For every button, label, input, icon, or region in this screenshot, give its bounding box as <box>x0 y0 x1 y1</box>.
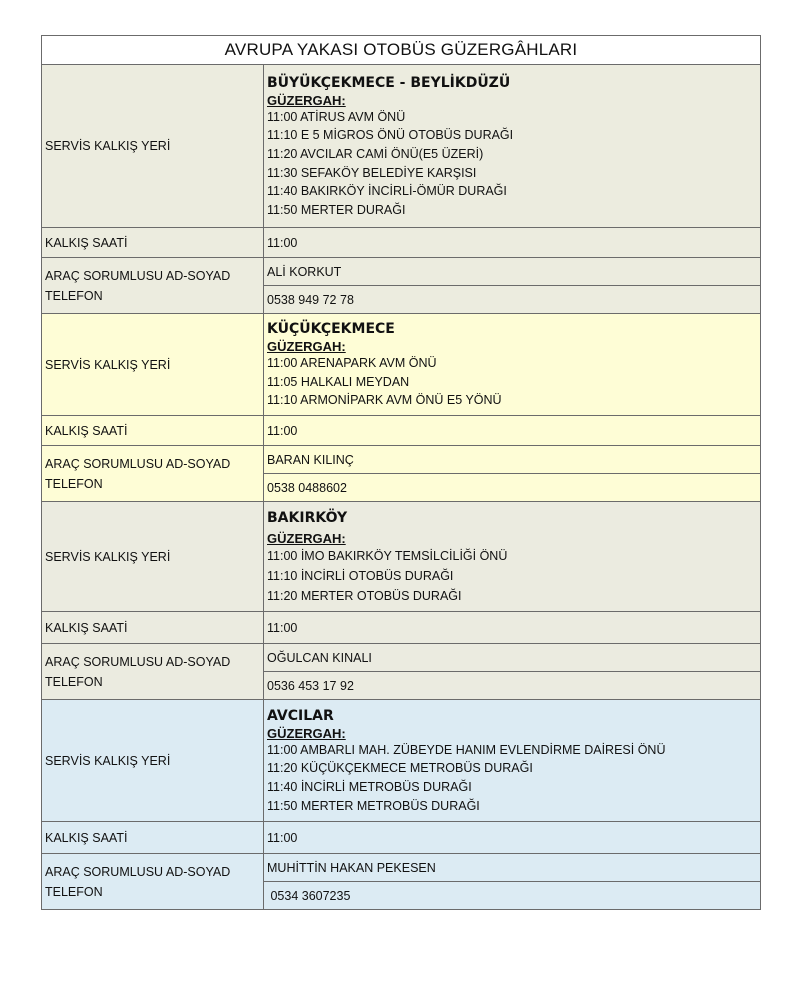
phone-number: 0536 453 17 92 <box>264 672 761 700</box>
route-cell <box>264 65 761 228</box>
stop-item: 11:20 AVCILAR CAMİ ÖNÜ(E5 ÜZERİ) <box>267 146 484 161</box>
departure-place-label: SERVİS KALKIŞ YERİ <box>42 502 264 612</box>
phone-number: 0538 949 72 78 <box>264 286 761 314</box>
departure-place-label: SERVİS KALKIŞ YERİ <box>42 700 264 822</box>
departure-time-label: KALKIŞ SAATİ <box>42 612 264 644</box>
responsible-label <box>42 258 264 314</box>
responsible-name: ALİ KORKUT <box>264 258 761 286</box>
phone-label: TELEFON <box>45 288 103 303</box>
stop-item: 11:50 MERTER METROBÜS DURAĞI <box>267 798 480 813</box>
departure-time-label: KALKIŞ SAATİ <box>42 822 264 854</box>
departure-time: 11:00 <box>264 416 761 446</box>
route-label: GÜZERGAH: <box>267 92 346 108</box>
phone-number: 0534 3607235 <box>264 882 761 910</box>
departure-time: 11:00 <box>264 822 761 854</box>
route-table <box>41 35 761 910</box>
responsible-name: BARAN KILINÇ <box>264 446 761 474</box>
route-label: GÜZERGAH: <box>267 725 346 741</box>
responsible-name-label: ARAÇ SORUMLUSU AD-SOYAD <box>45 268 231 283</box>
stop-item: 11:00 ARENAPARK AVM ÖNÜ <box>267 356 437 371</box>
responsible-name-label: ARAÇ SORUMLUSU AD-SOYAD <box>45 864 231 879</box>
route-cell <box>264 700 761 822</box>
responsible-name-label: ARAÇ SORUMLUSU AD-SOYAD <box>45 654 231 669</box>
departure-time-label: KALKIŞ SAATİ <box>42 416 264 446</box>
route-cell <box>264 314 761 416</box>
departure-time-label: KALKIŞ SAATİ <box>42 228 264 258</box>
stop-item: 11:30 SEFAKÖY BELEDİYE KARŞISI <box>267 165 477 180</box>
responsible-label <box>42 644 264 700</box>
departure-place-label: SERVİS KALKIŞ YERİ <box>42 314 264 416</box>
route-name: AVCILAR <box>267 707 334 724</box>
route-label: GÜZERGAH: <box>267 339 346 355</box>
responsible-label <box>42 854 264 910</box>
responsible-label <box>42 446 264 502</box>
responsible-name: OĞULCAN KINALI <box>264 644 761 672</box>
responsible-name-label: ARAÇ SORUMLUSU AD-SOYAD <box>45 456 231 471</box>
route-name: BÜYÜKÇEKMECE - BEYLİKDÜZÜ <box>267 74 511 91</box>
departure-time: 11:00 <box>264 612 761 644</box>
stop-item: 11:40 İNCİRLİ METROBÜS DURAĞI <box>267 780 472 794</box>
stop-item: 11:00 AMBARLI MAH. ZÜBEYDE HANIM EVLENDİRME DAİRESİ ÖNÜ <box>267 742 666 757</box>
route-label: GÜZERGAH: <box>267 530 346 546</box>
route-cell <box>264 502 761 612</box>
phone-label: TELEFON <box>45 674 103 689</box>
phone-label: TELEFON <box>45 476 103 491</box>
route-name: KÜÇÜKÇEKMECE <box>267 321 395 338</box>
stop-item: 11:10 İNCİRLİ OTOBÜS DURAĞI <box>267 568 454 583</box>
phone-label: TELEFON <box>45 884 103 899</box>
departure-place-label: SERVİS KALKIŞ YERİ <box>42 65 264 228</box>
page-title: AVRUPA YAKASI OTOBÜS GÜZERGÂHLARI <box>42 36 761 65</box>
route-name: BAKIRKÖY <box>267 509 348 526</box>
responsible-name: MUHİTTİN HAKAN PEKESEN <box>264 854 761 882</box>
stop-item: 11:10 ARMONİPARK AVM ÖNÜ E5 YÖNÜ <box>267 393 502 408</box>
stop-item: 11:05 HALKALI MEYDAN <box>267 374 410 389</box>
stop-item: 11:00 İMO BAKIRKÖY TEMSİLCİLİĞİ ÖNÜ <box>267 548 508 563</box>
stop-item: 11:10 E 5 MİGROS ÖNÜ OTOBÜS DURAĞI <box>267 128 514 143</box>
stop-item: 11:20 KÜÇÜKÇEKMECE METROBÜS DURAĞI <box>267 761 533 776</box>
stop-item: 11:20 MERTER OTOBÜS DURAĞI <box>267 588 462 603</box>
stop-item: 11:00 ATİRUS AVM ÖNÜ <box>267 109 406 124</box>
departure-time: 11:00 <box>264 228 761 258</box>
stop-item: 11:40 BAKIRKÖY İNCİRLİ-ÖMÜR DURAĞI <box>267 184 507 199</box>
phone-number: 0538 0488602 <box>264 474 761 502</box>
stop-item: 11:50 MERTER DURAĞI <box>267 202 406 217</box>
